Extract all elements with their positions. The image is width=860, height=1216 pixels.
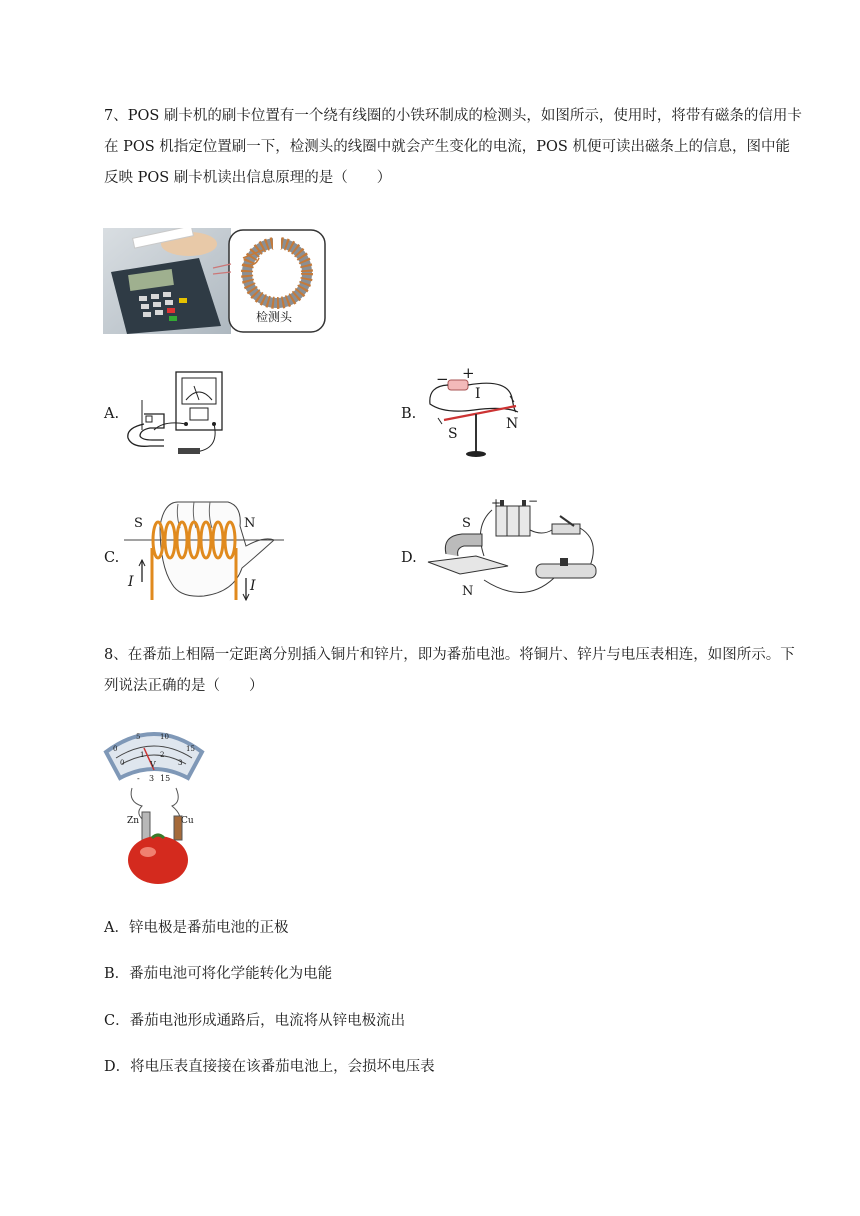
meter-top-10: 10 (160, 733, 169, 741)
meter-top-0: 0 (113, 745, 118, 753)
q7-d-minus: − (528, 494, 539, 508)
q8-option-d: D．将电压表直接接在该番茄电池上，会损坏电压表 (104, 1059, 435, 1075)
cu-label: Cu (181, 816, 194, 826)
q7-b-plus: + (462, 364, 475, 382)
terminal-minus: - (137, 774, 140, 783)
meter-top-5: 5 (136, 733, 141, 741)
q7-d-south: S (462, 516, 471, 531)
q7-b-minus: − (436, 370, 449, 388)
meter-bottom-2: 2 (160, 751, 165, 759)
q7-b-south: S (448, 426, 458, 442)
q7-d-plus: + (491, 496, 502, 510)
question-8-text: 8、在番茄上相隔一定距离分别插入铜片和锌片，即为番茄电池。将铜片、锌片与电压表相连，如图所示。下列说法正确的是（ ） (104, 647, 795, 694)
q8-option-a: A．锌电极是番茄电池的正极 (104, 920, 289, 936)
q8-option-c: C．番茄电池形成通路后，电流将从锌电极流出 (104, 1013, 406, 1029)
q7-option-d-label: D. (401, 550, 417, 566)
q7-option-a-label: A. (104, 406, 120, 422)
q7-option-d-figure (424, 496, 600, 606)
q7-option-c-figure (124, 496, 284, 606)
detector-caption: 检测头 (256, 310, 293, 324)
q7-c-current-left: I (128, 574, 134, 590)
terminal-3: 3 (149, 774, 155, 783)
q7-c-current-right: I (250, 578, 256, 594)
meter-unit: V (150, 760, 156, 769)
zn-label: Zn (127, 816, 140, 826)
q7-option-c-label: C. (104, 550, 120, 566)
meter-bottom-0: 0 (120, 759, 125, 767)
meter-bottom-1: 1 (140, 751, 145, 759)
q7-b-north: N (506, 416, 519, 432)
meter-top-15: 15 (186, 745, 195, 753)
q7-d-north: N (462, 584, 474, 599)
q7-c-north: N (244, 516, 256, 531)
q7-option-b-label: B. (401, 406, 417, 422)
q7-option-a-figure (124, 370, 230, 460)
question-7-text: 7、POS 刷卡机的刷卡位置有一个绕有线圈的小铁环制成的检测头，如图所示，使用时，将带有磁条的信用卡在 POS 机指定位置刷一下，检测头的线圈中就会产生变化的电流，POS 机便可读出磁条上的信息，图中能反映 POS 刷卡机读出信息原理的是（ ） (104, 108, 802, 186)
q7-b-current: I (475, 386, 481, 402)
pos-machine-figure (103, 228, 327, 334)
q7-c-south: S (134, 516, 143, 531)
terminal-15: 15 (160, 774, 171, 783)
q8-option-b: B．番茄电池可将化学能转化为电能 (104, 966, 333, 982)
meter-bottom-3: 3 (178, 759, 183, 767)
